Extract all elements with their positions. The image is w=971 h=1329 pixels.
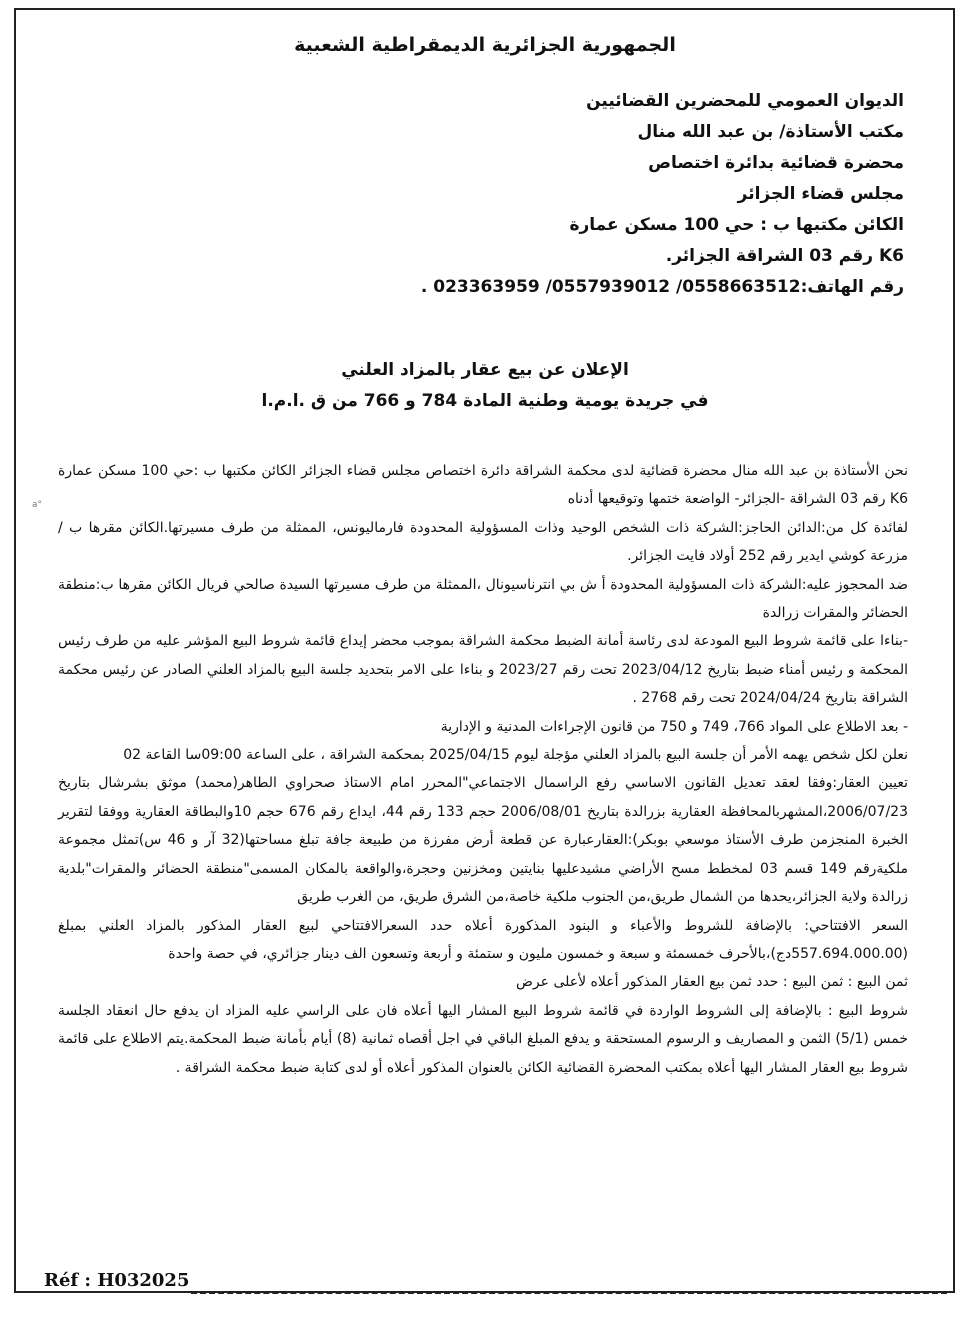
header-line-address-2: K6 رقم 03 الشراقة الجزائر. (665, 246, 904, 266)
title-line-1: الإعلان عن بيع عقار بالمزاد العلني (341, 360, 629, 380)
header-line-office: الديوان العمومي للمحضرين القضائيين (586, 91, 904, 111)
title-line-2: في جريدة يومية وطنية المادة 784 و 766 من ق .ا.م.ا (261, 391, 709, 411)
announcement-title (60, 355, 910, 417)
republic-title: الجمهورية الجزائرية الديمقراطية الشعبية (294, 34, 676, 56)
reference-number: Réf : H032025 (40, 1270, 194, 1291)
paragraph-bailiff: نحن الأستاذة بن عبد الله منال محضرة قضائية لدى محكمة الشراقة دائرة اختصاص مجلس قضاء الجزائر الكائن مكتبها ب :حي 100 مسكن عمارة K6 رقم 03 الشراقة -الجزائر- الواضعة ختمها وتوقيعها أدناه (58, 463, 908, 508)
bottom-dashed-rule (191, 1291, 947, 1294)
header-line-council: مجلس قضاء الجزائر (737, 184, 904, 204)
paragraph-opening-price: السعر الافتتاحي: بالإضافة للشروط والأعباء و البنود المذكورة أعلاه حدد السعرالافتتاحي لبيع العقار المذكور بالمزاد العلني بمبلغ (557.694.000.00دج)،بالأحرف خمسمئة و سبعة و خمسون مليون و ستمئة و أربعة وتسعون الف دينار جزائري، في حصة واحدة (58, 917, 908, 962)
margin-mark: a° (32, 500, 43, 510)
paragraph-hearing-date: نعلن لكل شخص يهمه الأمر أن جلسة البيع بالمزاد العلني مؤجلة ليوم 2025/04/15 بمحكمة الشراقة ، على الساعة 09:00سا القاعة 02 (123, 747, 908, 764)
header-line-address: الكائن مكتبها ب : حي 100 مسكن عمارة (569, 215, 904, 235)
header-line-phone: رقم الهاتف:0558663512/ 0557939012/ 023363959 . (420, 277, 904, 297)
paragraph-sale-price: ثمن البيع : ثمن البيع : حدد ثمن بيع العقار المذكور أعلاه لأعلى عرض (516, 974, 908, 991)
document-page (60, 30, 910, 1082)
paragraph-debtor: ضد المحجوز عليه:الشركة ذات المسؤولية المحدودة أ ش بي انترناسيونال ،الممثلة من طرف مسيرتها السيدة صالحي فريال الكائن مقرها ب:منطقة الحضائر والمقرات زرالدة (58, 576, 908, 622)
header-line-bailiff: مكتب الأستاذة/ بن عبد الله منال (637, 122, 904, 142)
header-line-jurisdiction: محضرة قضائية بدائرة اختصاص (648, 153, 904, 173)
paragraph-conditions-filing: -بناءا على قائمة شروط البيع المودعة لدى رئاسة أمانة الضبط محكمة الشراقة بموجب محضر إيداع قائمة شروط البيع المؤشر عليه من طرف رئيس المحكمة و رئيس أمناء ضبط بتاريخ 2023/04/12 تحت رقم 2023/27 و بناءا على الامر بتحديد جلسة البيع بالمزاد العلني الصادر عن رئيس محكمة الشراقة بتاريخ 2024/04/24 تحت رقم 2768 . (58, 633, 908, 707)
announcement-body (58, 457, 910, 1082)
paragraph-legal-articles: - بعد الاطلاع على المواد 766، 749 و 750 من قانون الإجراءات المدنية و الإدارية (440, 718, 908, 735)
paragraph-creditor: لفائدة كل من:الدائن الحاجز:الشركة ذات الشخص الوحيد وذات المسؤولية المحدودة فارماليونس، الممثلة من طرف مسيرتها.الكائن مقرها ب / مزرعة كوشي ايدير رقم 252 أولاد فايت الجزائر. (58, 519, 908, 565)
paragraph-sale-conditions: شروط البيع : بالإضافة إلى الشروط الواردة في قائمة شروط البيع المشار اليها أعلاه فان على الراسي عليه المزاد ان يدفع حال انعقاد الجلسة خمس (5/1) الثمن و المصاريف و الرسوم المستحقة و يدفع المبلغ الباقي في اجل أقصاه ثمانية (8) أيام بأمانة ضبط المحكمة.يتم الاطلاع على قائمة شروط بيع العقار المشار اليها أعلاه بمكتب المحضرة القضائية الكائن بالعنوان المذكور أعلاه أو لدى كتابة ضبط محكمة الشراقة . (58, 1002, 908, 1076)
bailiff-header (60, 86, 910, 303)
paragraph-property: تعيين العقار:وفقا لعقد تعديل القانون الاساسي رفع الراسمال الاجتماعي"المحرر امام الاستاذ صحراوي الطاهر(محمد) موثق بشرشال بتاريخ 2006/07/23،المشهربالمحافظة العقارية بزرالدة بتاريخ 2006/08/01 حجم 133 رقم 44، ايداع رقم 676 حجم 10والبطاقة العقارية ووفقا لتقرير الخبرة المنجزمن طرف الأستاذ موسعي بوبكر):العقارعبارة عن قطعة أرض مفرزة من طبيعة جافة تبلغ مساحتها(32 آر و 46 س)تمثل مجموعة ملكيةرقم 149 قسم 03 لمخطط مسح الأراضي مشيدعليها بنايتين ومخزنين وحجرة،والواقعة بالمكان المسمى"منطقة الحضائر والمقرات"بلدية زرالدة ولاية الجزائر،يحدها من الشمال طريق،من الجنوب ملكية خاصة،من الشرق طريق، من الغرب طريق (58, 775, 909, 906)
